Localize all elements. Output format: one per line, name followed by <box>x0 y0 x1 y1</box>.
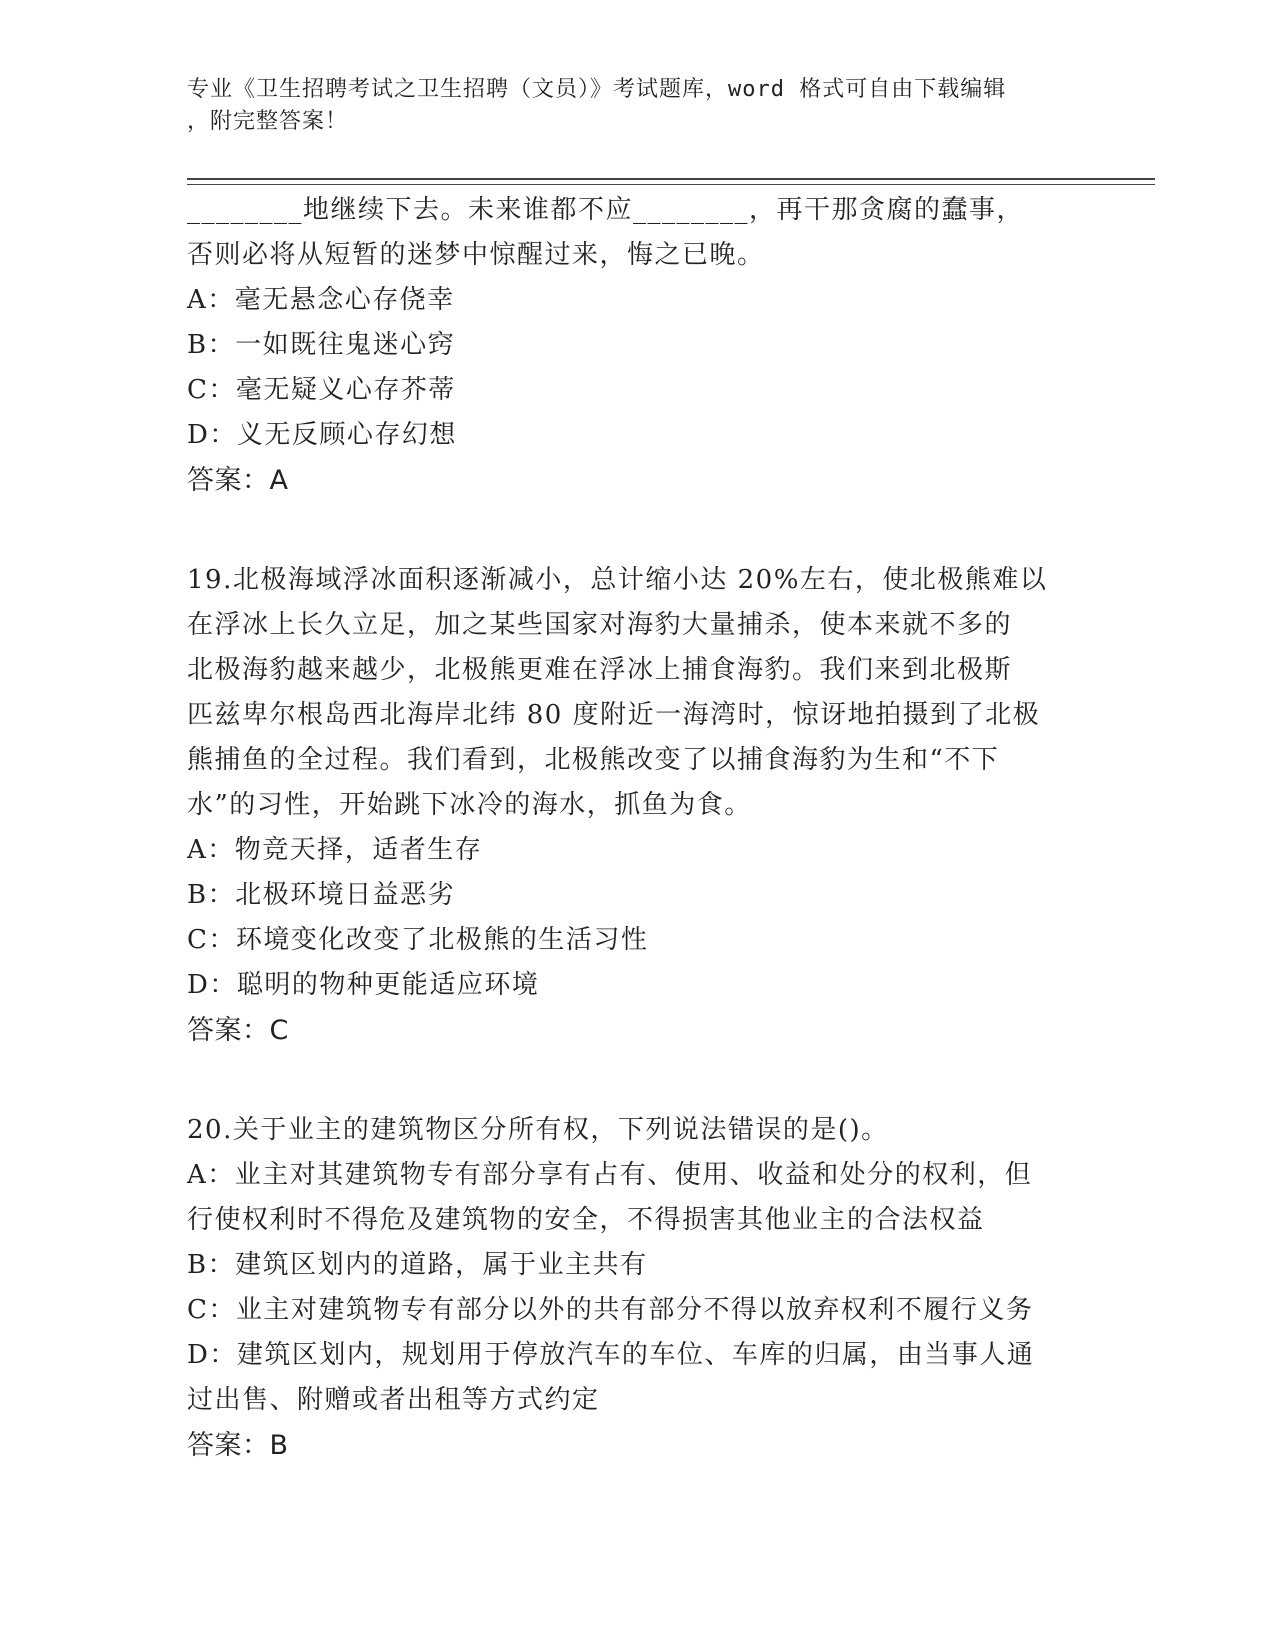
option-b: B：建筑区划内的道路，属于业主共有 <box>187 1250 648 1280</box>
option-b: B：北极环境日益恶劣 <box>187 880 456 910</box>
question-stem-line: 匹兹卑尔根岛西北海岸北纬 80 度附近一海湾时，惊讶地拍摄到了北极 <box>187 700 1041 730</box>
option-a-continued: 行使权利时不得危及建筑物的安全，不得损害其他业主的合法权益 <box>187 1205 985 1235</box>
option-c: C：业主对建筑物专有部分以外的共有部分不得以放弃权利不履行义务 <box>187 1295 1034 1325</box>
question-stem-line: 水”的习性，开始跳下冰冷的海水，抓鱼为食。 <box>187 790 752 820</box>
option-c: C：毫无疑义心存芥蒂 <box>187 375 456 405</box>
question-spacer <box>187 503 1087 558</box>
question-stem-line: ________地继续下去。未来谁都不应________，再干那贪腐的蠢事， <box>187 195 1025 225</box>
answer-line: 答案：C <box>187 1015 289 1046</box>
header-divider-thin <box>187 184 1155 185</box>
document-header <box>187 74 1067 138</box>
answer-line: 答案：A <box>187 465 289 496</box>
option-d: D：建筑区划内，规划用于停放汽车的车位、车库的归属，由当事人通 <box>187 1340 1035 1370</box>
option-c: C：环境变化改变了北极熊的生活习性 <box>187 925 649 955</box>
option-d-continued: 过出售、附赠或者出租等方式约定 <box>187 1385 600 1415</box>
question-stem-line: 在浮冰上长久立足，加之某些国家对海豹大量捕杀，使本来就不多的 <box>187 610 1013 640</box>
question-list <box>187 188 1087 1468</box>
header-divider-thick <box>187 178 1155 180</box>
option-a: A：业主对其建筑物专有部分享有占有、使用、收益和处分的权利，但 <box>187 1160 1033 1190</box>
question-stem-line: 熊捕鱼的全过程。我们看到，北极熊改变了以捕食海豹为生和“不下 <box>187 745 1000 775</box>
question-stem-line: 19.北极海域浮冰面积逐渐减小，总计缩小达 20%左右，使北极熊难以 <box>187 565 1048 595</box>
option-d: D：聪明的物种更能适应环境 <box>187 970 540 1000</box>
option-a: A：毫无悬念心存侥幸 <box>187 285 455 315</box>
question-19 <box>187 558 1087 1053</box>
option-b: B：一如既往鬼迷心窍 <box>187 330 456 360</box>
question-stem-line: 20.关于业主的建筑物区分所有权，下列说法错误的是()。 <box>187 1115 889 1145</box>
option-d: D：义无反顾心存幻想 <box>187 420 457 450</box>
question-spacer <box>187 1053 1087 1108</box>
question-20 <box>187 1108 1087 1468</box>
answer-line: 答案：B <box>187 1430 289 1461</box>
header-title-line: 专业《卫生招聘考试之卫生招聘（文员）》考试题库，word 格式可自由下载编辑 <box>187 77 1007 102</box>
question-18 <box>187 188 1087 503</box>
question-stem-line: 北极海豹越来越少，北极熊更难在浮冰上捕食海豹。我们来到北极斯 <box>187 655 1013 685</box>
header-subtitle-line: ，附完整答案！ <box>187 109 349 134</box>
question-stem-line: 否则必将从短暂的迷梦中惊醒过来，悔之已晚。 <box>187 240 765 270</box>
option-a: A：物竞天择，适者生存 <box>187 835 483 865</box>
